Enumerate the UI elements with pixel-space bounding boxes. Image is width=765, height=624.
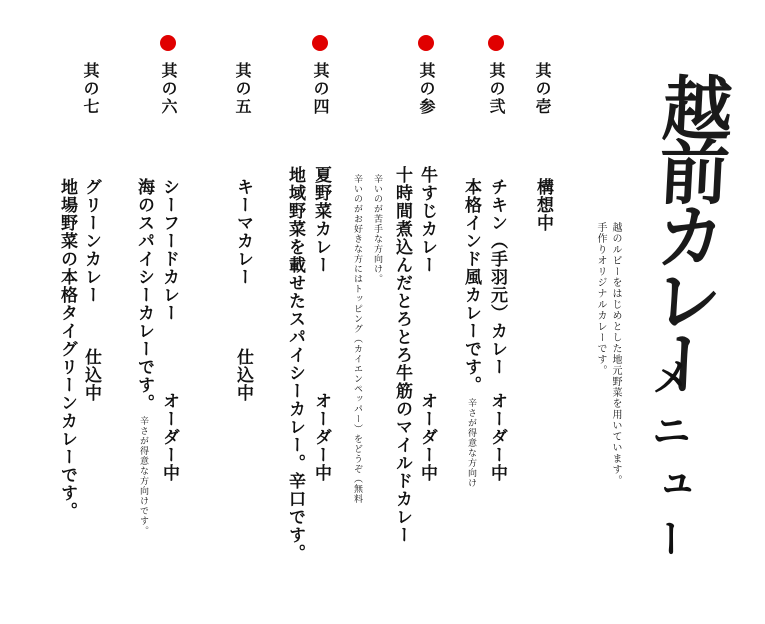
item-7-status: 仕込中 [81, 348, 101, 402]
item-3-note-1: 辛いのが苦手な方向け。 [372, 174, 382, 284]
item-1-status: 構想中 [533, 178, 553, 232]
item-4-desc: 地域野菜を載せたスパイシーカレー。辛口です。 [285, 166, 305, 562]
menu-title: メニュー [645, 356, 692, 572]
item-3-label: 其の参 [417, 62, 436, 116]
item-6-label: 其の六 [159, 62, 178, 116]
intro-line-1: 越のルビーをはじめとした地元野菜を用いています。 [610, 222, 621, 486]
item-5-name: キーマカレー [233, 178, 253, 286]
item-5-label: 其の五 [233, 62, 252, 116]
item-3-name: 牛すじカレー [417, 166, 437, 274]
item-4-status: オーダー中 [311, 392, 331, 482]
intro-line-2: 手作りオリジナルカレーです。 [595, 222, 606, 376]
item-3-note-2: 辛いのがお好きな方にはトッピング（カイエンペッパー）をどうぞ（無料 [352, 174, 362, 504]
item-4-marker-dot [312, 35, 328, 51]
item-7-label: 其の七 [81, 62, 100, 116]
item-3-marker-dot [418, 35, 434, 51]
item-7-desc: 地場野菜の本格タイグリーンカレーです。 [57, 178, 77, 520]
item-1-label: 其の壱 [533, 62, 552, 116]
item-3-status: オーダー中 [417, 392, 437, 482]
item-6-status: オーダー中 [159, 392, 179, 482]
item-2-note: 辛さが得意な方向け [466, 398, 476, 488]
item-2-label: 其の弐 [487, 62, 506, 116]
logo: 越前カレー [636, 72, 736, 392]
item-2-desc: 本格インド風カレーです。 [461, 178, 481, 394]
item-2-status: オーダー中 [487, 392, 507, 482]
item-6-marker-dot [160, 35, 176, 51]
item-5-status: 仕込中 [233, 348, 253, 402]
item-2-marker-dot [488, 35, 504, 51]
item-3-desc: 十時間煮込んだとろとろ牛筋のマイルドカレー [392, 166, 412, 544]
item-4-label: 其の四 [311, 62, 330, 116]
item-6-note: 辛さが得意な方向けです。 [138, 416, 148, 536]
item-7-name: グリーンカレー [81, 178, 101, 304]
item-6-name: シーフードカレー [159, 178, 179, 322]
item-2-name: チキン（手羽元）カレー [487, 178, 507, 376]
item-6-desc: 海のスパイシーカレーです。 [134, 178, 154, 412]
item-4-name: 夏野菜カレー [311, 166, 331, 274]
